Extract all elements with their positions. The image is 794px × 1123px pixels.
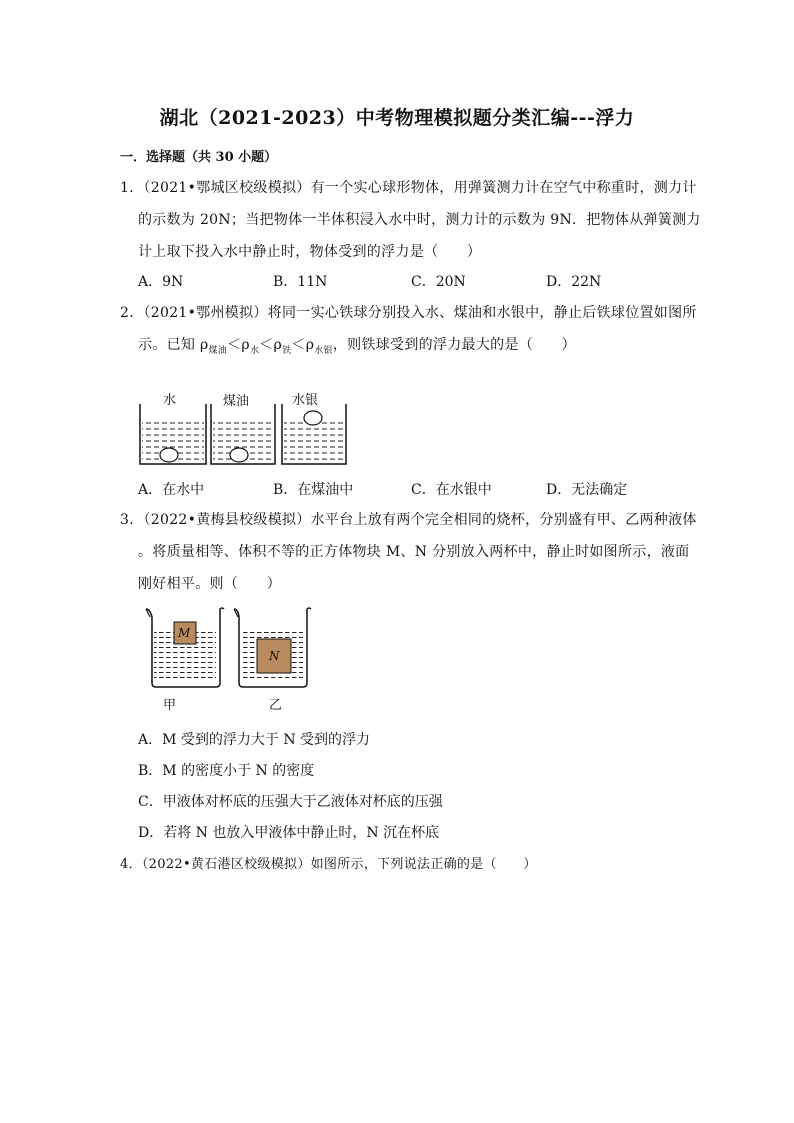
iron-ball xyxy=(230,448,248,462)
beaker-kerosene xyxy=(211,404,275,464)
q2-text: ，则铁球受到的浮力最大的是（ ） xyxy=(332,337,576,353)
q2-option-d: D．无法确定 xyxy=(546,482,628,498)
label-kerosene: 煤油 xyxy=(223,394,250,409)
q2-text: 示。已知 ρ xyxy=(138,337,209,353)
q2-option-a: A．在水中 xyxy=(138,482,205,498)
q2-sub-water: 水 xyxy=(249,346,260,356)
q2-line-1: 2．（2021•鄂州模拟）将同一实心铁球分别投入水、煤油和水银中，静止后铁球位置如图所 xyxy=(120,305,697,321)
block-n-label: N xyxy=(269,649,280,663)
iron-ball xyxy=(160,448,178,462)
q3-option-a: A．M 受到的浮力大于 N 受到的浮力 xyxy=(138,732,371,748)
iron-ball xyxy=(304,411,322,425)
label-mercury: 水银 xyxy=(292,393,319,408)
q1-option-d: D．22N xyxy=(546,274,602,290)
q1-line-1: 1．（2021•鄂城区校级模拟）有一个实心球形物体，用弹簧测力计在空气中称重时，测力计 xyxy=(120,180,697,196)
q3-line-1: 3．（2022•黄梅县校级模拟）水平台上放有两个完全相同的烧杯，分别盛有甲、乙两种液体 xyxy=(120,512,697,528)
q2-text: ＜ρ xyxy=(291,337,315,353)
beaker-mercury xyxy=(282,404,346,464)
beaker-yi xyxy=(234,608,311,687)
label-water: 水 xyxy=(163,393,177,408)
q2-sub-kerosene: 煤油 xyxy=(208,346,228,356)
q2-sub-iron: 铁 xyxy=(282,346,292,356)
block-m-label: M xyxy=(178,626,191,640)
q2-option-b: B．在煤油中 xyxy=(273,482,354,498)
q1-option-b: B．11N xyxy=(273,274,328,290)
q3-line-2: 。将质量相等、体积不等的正方体物块 M、N 分别放入两杯中，静止时如图所示，液面 xyxy=(138,544,690,560)
label-jia: 甲 xyxy=(163,698,177,713)
q1-option-c: C．20N xyxy=(411,274,466,290)
section-heading: 一．选择题（共 30 小题） xyxy=(120,150,278,165)
q3-option-b: B．M 的密度小于 N 的密度 xyxy=(138,763,315,779)
q2-text: ＜ρ xyxy=(259,337,283,353)
q3-line-3: 刚好相平。则（ ） xyxy=(138,576,281,592)
q4-line-1: 4．（2022•黄石港区校级模拟）如图所示，下列说法正确的是（ ） xyxy=(120,857,537,872)
q3-option-d: D．若将 N 也放入甲液体中静止时，N 沉在杯底 xyxy=(138,825,440,841)
document-title: 湖北（2021-2023）中考物理模拟题分类汇编---浮力 xyxy=(159,107,635,129)
beaker-jia xyxy=(146,608,224,687)
q3-beakers-figure xyxy=(138,605,318,693)
q3-option-c: C．甲液体对杯底的压强大于乙液体对杯底的压强 xyxy=(138,794,443,810)
q1-option-a: A．9N xyxy=(138,274,184,290)
q1-line-3: 计上取下投入水中静止时，物体受到的浮力是（ ） xyxy=(138,244,482,260)
q2-option-c: C．在水银中 xyxy=(411,482,492,498)
q2-text: ＜ρ xyxy=(227,337,250,353)
label-yi: 乙 xyxy=(269,698,283,713)
q1-line-2: 的示数为 20N；当把物体一半体积浸入水中时，测力计的示数为 9N．把物体从弹簧测力 xyxy=(138,212,701,228)
q2-sub-mercury: 水银 xyxy=(314,346,333,356)
beaker-water xyxy=(140,404,206,464)
q2-line-2 xyxy=(138,334,576,354)
